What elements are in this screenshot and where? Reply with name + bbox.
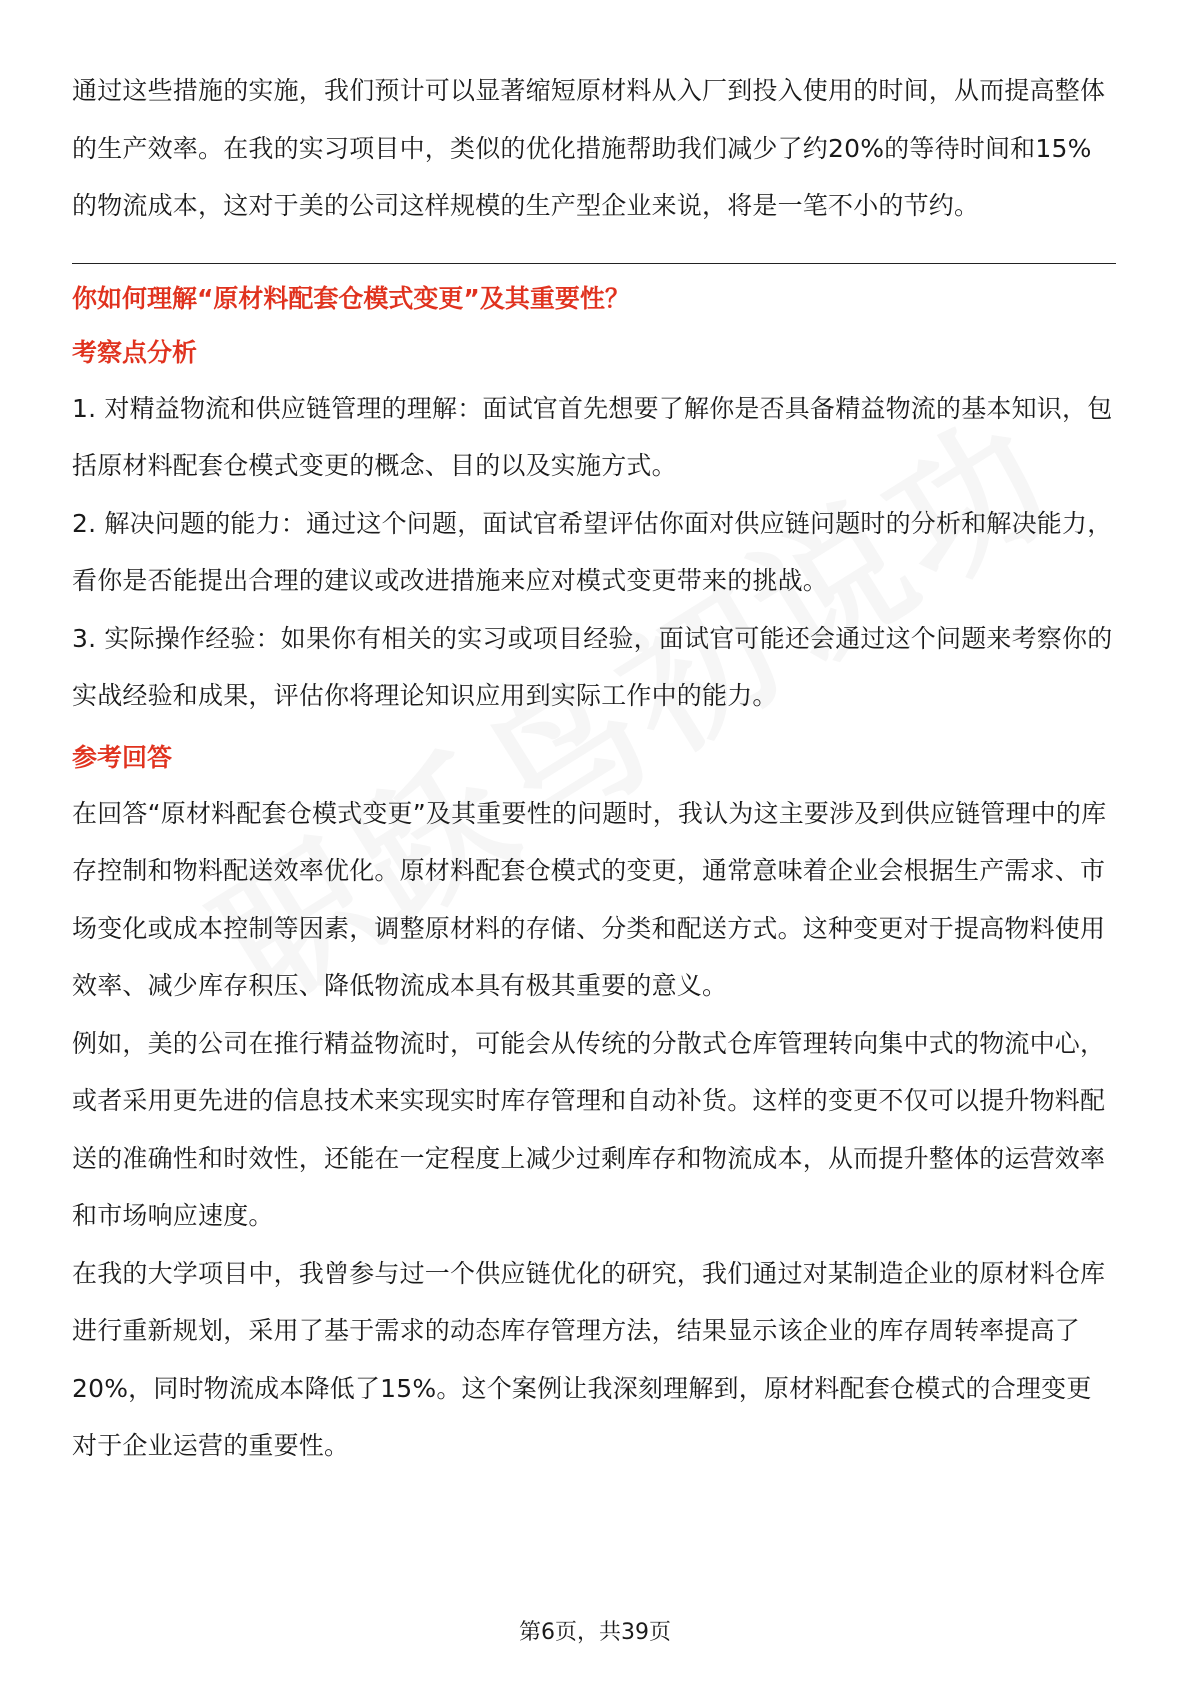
page-number-footer: 第6页，共39页 [519,1620,671,1645]
document-body [72,62,1116,1475]
answer-heading: 参考回答 [72,742,173,772]
answer-paragraph-2: 例如，美的公司在推行精益物流时，可能会从传统的分散式仓库管理转向集中式的物流中心，或者采用更先进的信息技术来实现实时库存管理和自动补货。这样的变更不仅可以提升物料配送的准确性和时效性，还能在一定程度上减少过剩库存和物流成本，从而提升整体的运营效率和市场响应速度。 [72,1028,1106,1230]
section-divider [72,263,1116,264]
question-title: 你如何理解“原材料配套仓模式变更”及其重要性？ [72,283,630,313]
analysis-heading: 考察点分析 [72,337,198,367]
answer-paragraph-1: 在回答“原材料配套仓模式变更”及其重要性的问题时，我认为这主要涉及到供应链管理中的库存控制和物料配送效率优化。原材料配套仓模式的变更，通常意味着企业会根据生产需求、市场变化或成本控制等因素，调整原材料的存储、分类和配送方式。这种变更对于提高物料使用效率、减少库存积压、降低物流成本具有极其重要的意义。 [72,798,1107,1000]
intro-paragraph: 通过这些措施的实施，我们预计可以显著缩短原材料从入厂到投入使用的时间，从而提高整体的生产效率。在我的实习项目中，类似的优化措施帮助我们减少了约20%的等待时间和15%的物流成本，这对于美的公司这样规模的生产型企业来说，将是一笔不小的节约。 [72,76,1106,220]
analysis-point-2: 2. 解决问题的能力：通过这个问题，面试官希望评估你面对供应链问题时的分析和解决能力，看你是否能提出合理的建议或改进措施来应对模式变更带来的挑战。 [72,508,1113,595]
analysis-point-3: 3. 实际操作经验：如果你有相关的实习或项目经验，面试官可能还会通过这个问题来考察你的实战经验和成果，评估你将理论知识应用到实际工作中的能力。 [72,623,1113,710]
answer-paragraph-3: 在我的大学项目中，我曾参与过一个供应链优化的研究，我们通过对某制造企业的原材料仓库进行重新规划，采用了基于需求的动态库存管理方法，结果显示该企业的库存周转率提高了20%，同时物流成本降低了15%。这个案例让我深刻理解到，原材料配套仓模式的合理变更对于企业运营的重要性。 [72,1258,1106,1460]
analysis-point-1: 1. 对精益物流和供应链管理的理解：面试官首先想要了解你是否具备精益物流的基本知识，包括原材料配套仓模式变更的概念、目的以及实施方式。 [72,393,1113,480]
